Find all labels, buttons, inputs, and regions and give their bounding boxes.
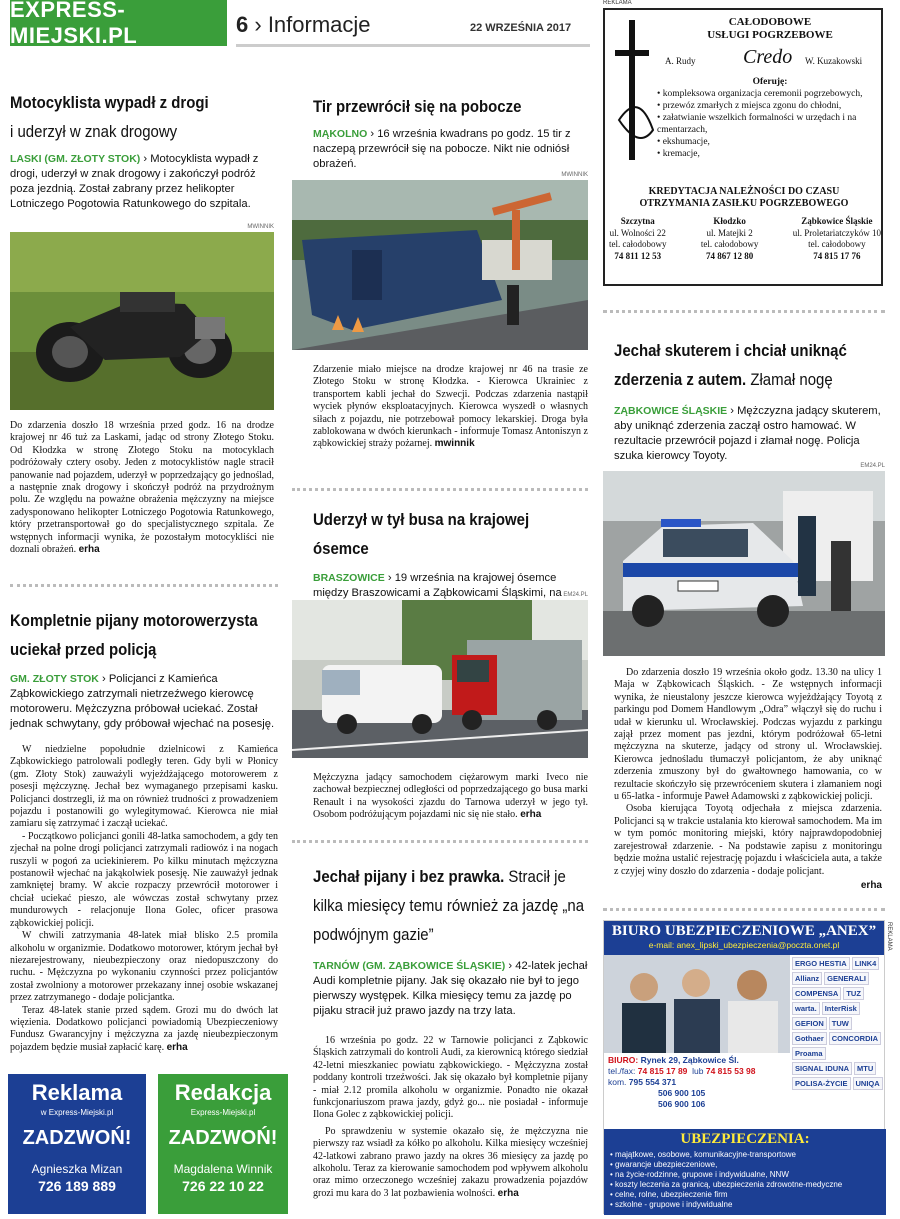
- article-body: Do zdarzenia doszło 19 września około godz. 13.30 na ulicy 1 Maja w Ząbkowicach Śląskich. - Ze wstępnych informacji wynika, że nieustalony jeszcze kierowca wyjeżdżający Toyotą z parkingu pod Domem Handlowym „Odra” włączył się do ruchu i udał w kierunku ul. Wrocławskiej. Podczas wyjazdu z parkingu zajął przez moment pas jezdni, którym podróżował 65-letni mężczyzna na skuterze, jadący od strony ul. Wrocławskiej. Kierowca jednośladu tłumaczył policjantom, że aby uniknąć zderzenia zmuszony był do gwałtownego hamowania, co w rezultacie skończyło się przewróceniem skutera i złamaniem nogi u 65-latka - informuje Paweł Adamowski z ząbkowickiej policji.: [614, 667, 882, 803]
- ad-anex-header: [604, 921, 884, 955]
- photo-police: [603, 471, 885, 656]
- article-author: erha: [520, 809, 542, 821]
- insurer-logo: TUZ: [843, 987, 864, 1000]
- article-location: BRASZOWICE: [313, 572, 385, 584]
- branch-tel[interactable]: 74 867 12 80: [706, 250, 754, 261]
- insurer-logo: Proama: [792, 1047, 826, 1060]
- insurer-logo: UNIQA: [853, 1077, 883, 1090]
- article-tir: [313, 92, 588, 172]
- insurer-logo: GENERALI: [824, 972, 869, 985]
- ad-credo-offer-item: • przewóz zmarłych z miejsca zgonu do chłodni,: [657, 101, 842, 111]
- separator: [292, 840, 588, 843]
- article-motorower: [10, 606, 278, 1054]
- article-body: Do zdarzenia doszło 18 września przed godz. 16 na drodze krajowej nr 46 tuż za Laskami, jadąc od strony Złotego Stoku. Od Kłodzka w stronę Złotego Stoku na motocyklach podróżowały cztery osoby. Jeden z motocyklistów nagle stracił panowanie nad pojazdem, uderzył w poprzedzający go jednoślad, a następnie znak drogowy i skończył podróż na przydrożnym polu. Ze względu na poważne obrażenia mężczyzny na miejsce zadysponowano helikopter Lotniczego Pogotowia Ratunkowego, który przetransportował go do specjalistycznego szpitala. Ze wstępnych informacji wynika, że pozostałym motocykliści nie doznali obrażeń. erha: [10, 420, 274, 556]
- article-headline[interactable]: Kompletnie pijany motorowerzysta uciekał przed policją: [10, 611, 258, 659]
- photo-motorcycle: [10, 232, 274, 410]
- box-redakcja[interactable]: [158, 1074, 288, 1214]
- ad-anex-email[interactable]: e-mail: anex_lipski_ubezpieczenia@poczta.onet.pl: [648, 940, 840, 950]
- article-author: erha: [166, 1041, 188, 1053]
- article-skuter-body: [614, 667, 882, 891]
- article-lead: LASKI (GM. ZŁOTY STOK) › Motocyklista wypadł z drogi, uderzył w znak drogowy i zakończył podróż poza jezdnią. Został zabrany przez helikopter Lotniczego Pogotowia Ratunkowego do szpitala.: [10, 153, 259, 210]
- photo-bus: [292, 600, 588, 758]
- box-site: Express-Miejski.pl: [190, 1108, 256, 1117]
- article-author: erha: [497, 1187, 519, 1199]
- article-headline[interactable]: Jechał pijany i bez prawka. Stracił je kilka miesięcy temu również za jazdę „na podwójnym gazie”: [313, 867, 585, 944]
- ad-anex-ub-item: • celne, rolne, ubezpieczenie firm: [610, 1190, 728, 1199]
- box-title: Reklama: [31, 1080, 123, 1105]
- ad-anex-brands: [792, 957, 884, 1090]
- ad-anex-ub-item: • koszty leczenia za granicą, ubezpieczenia zdrowotne-medyczne: [610, 1180, 843, 1189]
- article-lead: BRASZOWICE › 19 września na krajowej ósemce między Braszowicami a Ząbkowicami Śląskimi, na: [313, 572, 562, 599]
- section-title: [236, 12, 371, 38]
- branch-street: ul. Wolności 22: [609, 227, 666, 238]
- insurer-logo: LINK4: [852, 957, 880, 970]
- insurer-logo: MTU: [854, 1062, 876, 1075]
- article-lead: ZĄBKOWICE ŚLĄSKIE › Mężczyzna jadący skuterem, aby uniknąć zderzenia zaczął ostro hamować. W rezultacie przewrócił pojazd i złamał nogę. Policja szuka kierowcy Toyoty.: [614, 405, 881, 462]
- article-author: erha: [78, 544, 100, 556]
- ad-anex-ub-item: • szkolne - grupowe i indywidualne: [610, 1200, 733, 1209]
- ad-credo-kredyt: KREDYTACJA NALEŻNOŚCI DO CZASU OTRZYMANIA ZASIŁKU POGRZEBOWEGO: [639, 186, 849, 209]
- ad-credo-branch: [793, 216, 881, 262]
- site-logo[interactable]: EXPRESS-MIEJSKI.PL: [10, 0, 227, 46]
- box-name: Agnieszka Mizan: [31, 1162, 123, 1176]
- ad-credo-brand: Credo: [743, 46, 793, 68]
- article-author: erha: [860, 879, 882, 891]
- branch-tel-label: tel. całodobowy: [808, 239, 866, 249]
- ad-anex-title: BIURO UBEZPIECZENIOWE „ANEX”: [611, 923, 877, 939]
- article-headline[interactable]: Jechał skuterem i chciał uniknąć zderzenia z autem. Złamał nogę: [614, 341, 847, 389]
- article-body: W chwili zatrzymania 48-latek miał blisko 2.5 promila alkoholu w organizmie. Dodatkowo motorower, którym jechał był niezarejestrowany, nieubezpieczony oraz niedopuszczony do ruchu. - Mężczyzna po wykonaniu czynności przez policjantów został zwolniony a motorower przekazany innej osobie wskazanej przez zatrzymanego - dodaje policjantka.: [10, 930, 278, 1004]
- article-body: W niedzielne popołudnie dzielnicowi z Kamieńca Ząbkowickiego patrolowali podległy teren. Gdy byli w Płonicy (gm. Złoty Stok) zauważyli wyjeżdżającego motorowerem z posesji mężczyznę. Jechał bez wymaganego przepisami kasku. Policjanci dostrzegli, iż ma on również trudności z prowadzeniem pojazdu i postanowili go wylegitymować. Kierowca nie miał zamiaru się zatrzymać i zaczął uciekać.: [10, 744, 278, 830]
- branch-street: ul. Proletariatczyków 10: [792, 227, 881, 238]
- box-name: Magdalena Winnik: [173, 1162, 273, 1176]
- ad-anex-contact: BIURO: Rynek 29, Ząbkowice Śl. tel./fax: 74 815 17 89 lub 74 815 53 98 kom. 795 554 371 506 900 105 506 900 106: [608, 1055, 756, 1109]
- article-author: mwinnik: [434, 438, 475, 450]
- insurer-logo: SIGNAL IDUNA: [792, 1062, 852, 1075]
- photo-truck: [292, 180, 588, 350]
- insurer-logo: POLISA-ŻYCIE: [792, 1077, 851, 1090]
- photo-credit: EM24.PL: [563, 592, 588, 598]
- photo-credit: MWINNIK: [561, 172, 588, 178]
- ad-tag: REKLAMA: [886, 922, 892, 951]
- article-location: MĄKOLNO: [313, 128, 368, 140]
- article-location: ZĄBKOWICE ŚLĄSKIE: [614, 405, 728, 417]
- box-call: ZADZWOŃ!: [22, 1127, 132, 1149]
- ad-credo-offer-item: • kremacje,: [657, 149, 700, 159]
- branch-city: Kłodzko: [713, 216, 746, 226]
- article-body: - Początkowo policjanci gonili 48-latka samochodem, a gdy ten zjechał na polne drogi policjanci zatrzymali radiowóz i na nogach ruszyli w pogoń za uciekinierem. Po kilku minutach mężczyzna postanowił wjechać na jakąkolwiek posesję. Nie zauważył jednak zamkniętej bramy. W akcie rozpaczy przewrócił motorower i chciał uciekać pieszo, ale wówczas został schwytany przez mundurowych - relacjonuje Ilona Golec, oficer prasowa ząbkowickiej policji.: [10, 830, 278, 929]
- photo-credit: EM24.PL: [860, 463, 885, 469]
- article-body: Zdarzenie miało miejsce na drodze krajowej nr 46 na trasie ze Złotego Stoku w stronę Kłodzka. - Kierowca Ukrainiec z transportem kabli jechał do Szwecji. Podczas zdarzenia nastąpił wyciek płynów eksploatacyjnych. Kierowca wyszedł o własnych siłach z pojazdu, nie potrzebował pomocy lekarskiej. Droga była zablokowana w dwóch kierunkach - informuje Tomasz Antoniszyn z ząbkowickiej straży pożarnej. mwinnik: [313, 364, 588, 450]
- section-name: › Informacje: [254, 12, 371, 37]
- article-headline[interactable]: Uderzył w tył busa na krajowej ósemce: [313, 510, 530, 558]
- branch-city: Ząbkowice Śląskie: [801, 216, 873, 226]
- box-reklama[interactable]: [8, 1074, 146, 1214]
- insurer-logo: CONCORDIA: [829, 1032, 881, 1045]
- article-location: LASKI (GM. ZŁOTY STOK): [10, 153, 141, 165]
- insurer-logo: ERGO HESTIA: [792, 957, 850, 970]
- article-body: Teraz 48-latek stanie przed sądem. Grozi mu do dwóch lat więzienia. Dodatkowo policjanci powiadomią Ubezpieczeniowy Fundusz Gwarancyjny i mężczyzna za jazdę nieubezpieczonym pojazdem będzie musiał zapłacić karę. erha: [10, 1004, 278, 1053]
- ad-anex-ub-item: • majątkowe, osobowe, komunikacyjne-transportowe: [610, 1150, 796, 1159]
- ad-credo-brand-row: A. Rudy Credo W. Kuzakowski: [665, 46, 863, 68]
- box-site: w Express-Miejski.pl: [40, 1108, 114, 1117]
- ad-credo-offer-item: • kompleksowa organizacja ceremonii pogrzebowych,: [657, 89, 863, 99]
- article-headline[interactable]: Motocyklista wypadł z drogi i uderzył w znak drogowy: [10, 93, 209, 141]
- branch-tel-label: tel. całodobowy: [609, 239, 667, 249]
- ad-anex-ub-item: • na życie-rodzinne, grupowe i indywidualne, NNW: [610, 1170, 789, 1179]
- article-lead: MĄKOLNO › 16 września kwadrans po godz. 15 tir z naczepą przewrócił się na pobocze. Nikt nie odniósł obrażeń.: [313, 128, 571, 170]
- ad-credo-offer-item: • załatwianie wszelkich formalności w urzędach i na cmentarzach,: [657, 113, 857, 135]
- article-moto: [10, 88, 278, 212]
- ad-credo-branch: [609, 216, 667, 262]
- separator: [10, 584, 278, 587]
- ad-credo[interactable]: [603, 8, 883, 286]
- separator: [292, 488, 588, 491]
- ad-anex-ub-title: UBEZPIECZENIA:: [680, 1131, 810, 1147]
- branch-tel[interactable]: 74 811 12 53: [614, 250, 662, 261]
- ad-credo-branch: [701, 216, 759, 262]
- box-title: Redakcja: [174, 1080, 272, 1105]
- branch-street: ul. Matejki 2: [706, 227, 753, 238]
- header-rule: [236, 44, 590, 47]
- insurer-logo: TUW: [829, 1017, 852, 1030]
- separator: [603, 908, 885, 911]
- article-body: Mężczyzna jadący samochodem ciężarowym marki Iveco nie zachował bezpiecznej odległości od poprzedzającego go busa marki Renault i na wysokości zjazdu do Tarnowa uderzył w jego tył. Osobom podróżującym pojazdami nic się nie stało. erha: [313, 772, 588, 821]
- ad-credo-branches: [609, 216, 881, 262]
- issue-date: 22 WRZEŚNIA 2017: [470, 22, 572, 34]
- box-phone[interactable]: 726 22 10 22: [182, 1178, 264, 1194]
- ad-credo-offer: Oferuję: • kompleksowa organizacja ceremonii pogrzebowych, • przewóz zmarłych z miejsca zgonu do chłodni, • załatwianie wszelkich formalności w urzędach i na cmentarzach, • ekshumacje, • kremacje,: [657, 76, 883, 160]
- article-body: 16 września po godz. 22 w Tarnowie policjanci z Ząbkowic Śląskich zatrzymali do kontroli Audi, za kierownicą którego siedział 42-letni mieszkaniec powiatu ząbkowickiego. - Mężczyzna został poddany kontroli trzeźwości. Jak się okazało był kompletnie pijany - miał 2.12 promila alkoholu w organizmie. Ponadto nie okazał funkcjonariuszom prawa jazdy, gdyż go... nie posiadał - informuje Ilona Golec z ząbkowickiej policji.: [313, 1035, 588, 1121]
- article-pijany: [313, 862, 588, 1200]
- branch-tel-label: tel. całodobowy: [700, 239, 759, 249]
- article-skuter: [614, 336, 882, 464]
- insurer-logo: Allianz: [792, 972, 822, 985]
- ad-anex-ub-item: • gwarancje ubezpieczeniowe,: [610, 1160, 718, 1169]
- insurer-logo: InterRisk: [822, 1002, 860, 1015]
- ad-anex-ubezpieczenia: [604, 1129, 886, 1215]
- insurer-logo: Gothaer: [792, 1032, 827, 1045]
- article-location: GM. ZŁOTY STOK: [10, 673, 99, 685]
- insurer-logo: warta.: [792, 1002, 820, 1015]
- ad-anex-photo: [604, 955, 790, 1053]
- ad-credo-offer-item: • ekshumacje,: [657, 137, 710, 147]
- insurer-logo: GEFION: [792, 1017, 827, 1030]
- branch-city: Szczytna: [620, 216, 655, 226]
- box-phone[interactable]: 726 189 889: [38, 1178, 116, 1194]
- insurer-logo: COMPENSA: [792, 987, 841, 1000]
- article-location: TARNÓW (GM. ZĄBKOWICE ŚLĄSKIE): [313, 960, 506, 972]
- page-number: 6: [236, 12, 249, 37]
- photo-credit: MWINNIK: [247, 224, 274, 230]
- ad-anex[interactable]: [603, 920, 885, 1214]
- article-lead: TARNÓW (GM. ZĄBKOWICE ŚLĄSKIE) › 42-latek jechał Audi kompletnie pijany. Jak się okazało nie był to jego pierwszy występek. Kilka miesięcy temu za jazdę po pijaku stracił już prawo jazdy na trzy lata.: [313, 960, 588, 1017]
- cross-icon: [609, 20, 657, 170]
- article-body: Osoba kierująca Toyotą odjechała z miejsca zdarzenia. Policjanci są w trakcie ustalania kto kierował samochodem. Ma im w tym pomóc monitoring miejski, który najprawdopodobniej zarejestrował zdarzenie. - Na podstawie zapisu z monitoringu będzie można ustalić rejestrację pojazdu i właściciela auta, a także z czyjej winy doszło do zdarzenia - dodaje policjant.: [614, 803, 882, 877]
- ad-credo-title: CAŁODOBOWE USŁUGI POGRZEBOWE: [707, 16, 833, 41]
- article-lead: GM. ZŁOTY STOK › Policjanci z Kamieńca Ząbkowickiego zatrzymali nietrzeźwego kierowcę motoroweru. Mężczyzna próbował uciekać. Został jednak schwytany, gdy próbował wjechać na posesję.: [10, 673, 275, 730]
- ad-tag: REKLAMA: [603, 0, 632, 6]
- box-call: ZADZWOŃ!: [168, 1127, 278, 1149]
- article-headline[interactable]: Tir przewrócił się na pobocze: [313, 97, 522, 116]
- article-body: Po sprawdzeniu w systemie okazało się, że mężczyzna nie pierwszy raz wsiadł za kółko po alkoholu. Kilka miesięcy wcześniej 42-latkowi zabrano prawo jazdy na okres 36 miesięcy za jazdę po alkoholu. Teraz za kierowanie samochodem pod wpływem alkoholu oraz mimo orzeczonego wcześniej zakazu prowadzenia pojazdów grozi mu kara do 3 lat pozbawienia wolności. erha: [313, 1125, 588, 1199]
- branch-tel[interactable]: 74 815 17 76: [813, 250, 861, 261]
- separator: [603, 310, 885, 313]
